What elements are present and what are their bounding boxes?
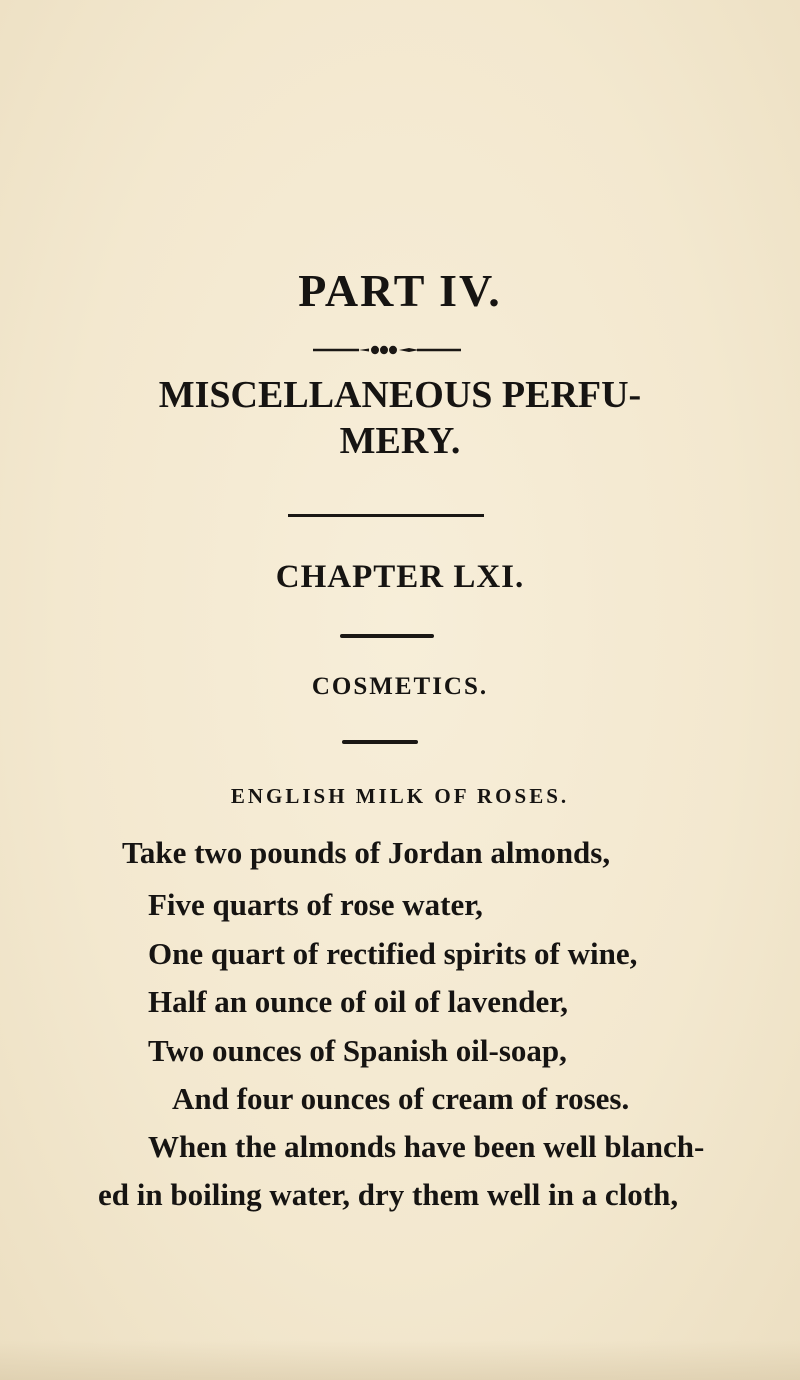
section-title (0, 372, 800, 464)
chapter-title: CHAPTER LXI. (275, 559, 525, 595)
short-divider (340, 634, 434, 638)
subject-heading: COSMETICS. (311, 673, 489, 700)
divider-rule (288, 514, 484, 517)
recipe-line: One quart of rectified spirits of wine, (148, 936, 638, 971)
recipe-title: ENGLISH MILK OF ROSES. (230, 784, 570, 808)
recipe-line: And four ounces of cream of roses. (172, 1081, 630, 1116)
recipe-line: Take two pounds of Jordan almonds, (122, 835, 611, 870)
recipe-line: Half an ounce of oil of lavender, (148, 984, 568, 1019)
section-title-line-2: MERY. (339, 420, 461, 462)
ornament-divider (313, 345, 461, 355)
recipe-line: Five quarts of rose water, (148, 887, 483, 922)
recipe-line: ed in boiling water, dry them well in a cloth, (98, 1177, 679, 1212)
short-divider (342, 740, 418, 744)
part-title: PART IV. (298, 265, 502, 316)
page-edge-stain (0, 1340, 800, 1380)
recipe-line: When the almonds have been well blanch- (148, 1129, 705, 1164)
recipe-line: Two ounces of Spanish oil-soap, (148, 1033, 567, 1068)
section-title-line-1: MISCELLANEOUS PERFU- (158, 374, 642, 416)
